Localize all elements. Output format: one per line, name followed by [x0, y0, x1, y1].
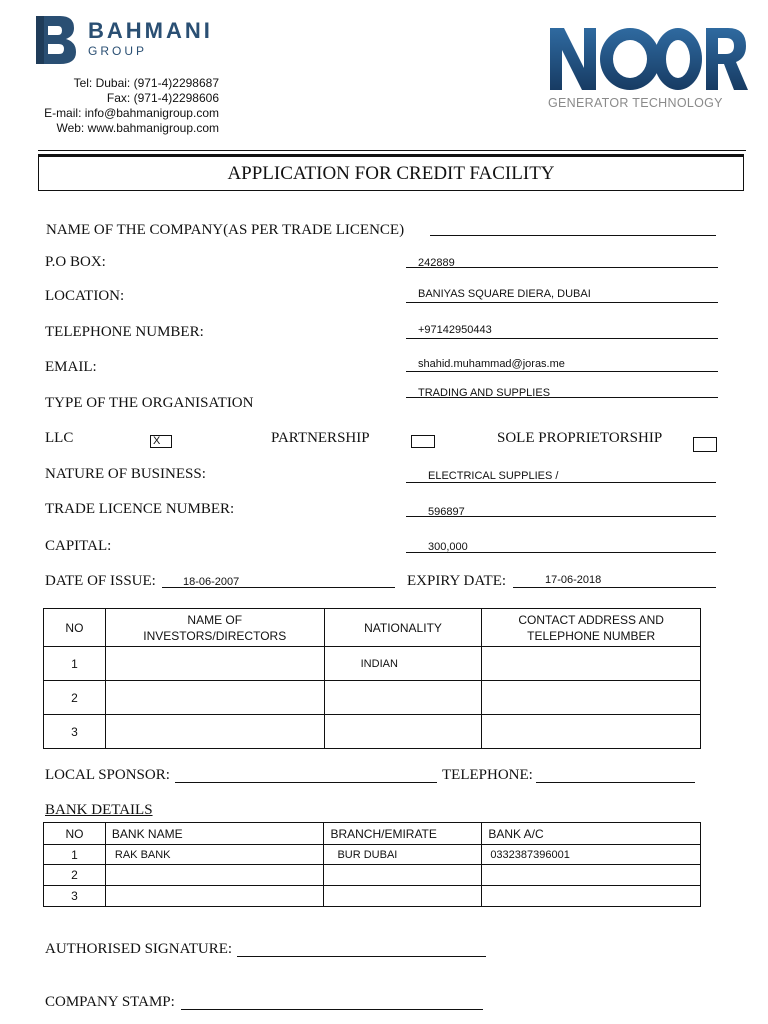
investors-header-no: NO	[44, 609, 106, 647]
expiry-line[interactable]	[513, 587, 716, 588]
investor-contact-cell[interactable]	[482, 647, 701, 681]
nature-label: NATURE OF BUSINESS:	[45, 466, 206, 482]
table-row	[44, 845, 701, 865]
sponsor-telephone-line[interactable]	[536, 782, 695, 783]
table-row	[44, 865, 701, 886]
licence-label: TRADE LICENCE NUMBER:	[45, 501, 235, 517]
location-label: LOCATION:	[45, 288, 125, 304]
location-value: BANIYAS SQUARE DIERA, DUBAI	[418, 288, 591, 300]
table-row	[44, 715, 701, 749]
investor-nationality-cell[interactable]	[324, 681, 482, 715]
bank-no: 2	[44, 865, 106, 886]
email-label: EMAIL:	[45, 359, 97, 375]
llc-label: LLC	[45, 430, 74, 446]
email-value: shahid.muhammad@joras.me	[418, 358, 565, 370]
licence-value: 596897	[428, 506, 465, 518]
sponsor-line[interactable]	[175, 782, 437, 783]
investor-name-cell[interactable]	[105, 715, 324, 749]
issue-label: DATE OF ISSUE:	[45, 573, 156, 589]
bank-name-cell[interactable]	[105, 865, 324, 886]
sole-checkbox[interactable]	[693, 437, 717, 452]
investor-contact-cell[interactable]	[482, 715, 701, 749]
noor-logo	[546, 24, 750, 94]
llc-checkbox[interactable]	[150, 435, 172, 448]
contact-block	[20, 76, 219, 136]
expiry-label: EXPIRY DATE:	[407, 573, 507, 589]
bank-branch-cell[interactable]	[324, 886, 482, 907]
title-box	[38, 154, 744, 191]
contact-email: E-mail: info@bahmanigroup.com	[44, 106, 219, 120]
investors-header-contact: CONTACT ADDRESS AND TELEPHONE NUMBER	[482, 609, 701, 647]
company-label: NAME OF THE COMPANY(AS PER TRADE LICENCE)	[46, 222, 405, 238]
bank-branch-cell[interactable]	[324, 865, 482, 886]
llc-mark: X	[153, 435, 161, 447]
company-line[interactable]	[430, 235, 716, 236]
nature-line[interactable]	[406, 482, 716, 483]
partnership-label: PARTNERSHIP	[271, 430, 370, 446]
investor-no: 1	[44, 647, 106, 681]
location-line[interactable]	[406, 302, 718, 303]
investor-nationality-cell[interactable]: INDIAN	[324, 647, 482, 681]
table-row	[44, 647, 701, 681]
org-type-value: TRADING AND SUPPLIES	[418, 387, 551, 399]
title-rule	[38, 150, 746, 151]
bank-header-branch: BRANCH/EMIRATE	[324, 823, 482, 845]
investors-table	[43, 608, 701, 749]
bahmani-logo	[30, 14, 80, 66]
signature-line[interactable]	[237, 956, 486, 957]
bank-name-cell[interactable]	[105, 886, 324, 907]
partnership-checkbox[interactable]	[411, 435, 435, 448]
pobox-label: P.O BOX:	[45, 254, 106, 270]
telephone-value: +97142950443	[418, 324, 492, 336]
bank-header-row	[44, 823, 701, 845]
investors-header-row	[44, 609, 701, 647]
sole-label: SOLE PROPRIETORSHIP	[497, 430, 663, 446]
bank-header-name: BANK NAME	[105, 823, 324, 845]
telephone-line[interactable]	[406, 338, 718, 339]
investor-no: 3	[44, 715, 106, 749]
bahmani-sub: GROUP	[88, 44, 148, 58]
contact-web: Web: www.bahmanigroup.com	[56, 121, 219, 135]
capital-label: CAPITAL:	[45, 538, 112, 554]
page-title: APPLICATION FOR CREDIT FACILITY	[227, 163, 555, 184]
investor-contact-cell[interactable]	[482, 681, 701, 715]
bank-account-cell[interactable]	[482, 886, 701, 907]
sponsor-label: LOCAL SPONSOR:	[45, 767, 170, 783]
table-row	[44, 886, 701, 907]
stamp-label: COMPANY STAMP:	[45, 994, 175, 1010]
bank-account-cell[interactable]: 0332387396001	[482, 845, 701, 865]
capital-value: 300,000	[428, 541, 468, 553]
bank-branch-cell[interactable]: BUR DUBAI	[324, 845, 482, 865]
noor-sub: GENERATOR TECHNOLOGY	[548, 96, 723, 110]
stamp-line[interactable]	[181, 1009, 483, 1010]
bank-header-account: BANK A/C	[482, 823, 701, 845]
org-type-label: TYPE OF THE ORGANISATION	[45, 395, 254, 411]
investors-header-name: NAME OF INVESTORS/DIRECTORS	[105, 609, 324, 647]
bahmani-name: BAHMANI	[88, 18, 213, 43]
investor-nationality-cell[interactable]	[324, 715, 482, 749]
expiry-value: 17-06-2018	[545, 574, 602, 586]
sponsor-telephone-label: TELEPHONE:	[442, 767, 533, 783]
bank-no: 1	[44, 845, 106, 865]
bank-table	[43, 822, 701, 907]
bank-no: 3	[44, 886, 106, 907]
nature-value: ELECTRICAL SUPPLIES /	[428, 470, 559, 482]
investor-no: 2	[44, 681, 106, 715]
telephone-label: TELEPHONE NUMBER:	[45, 324, 204, 340]
investor-name-cell[interactable]	[105, 681, 324, 715]
bank-name-cell[interactable]: RAK BANK	[105, 845, 324, 865]
pobox-value: 242889	[418, 257, 455, 269]
issue-value: 18-06-2007	[183, 576, 240, 588]
bank-heading: BANK DETAILS	[45, 802, 153, 818]
bank-header-no: NO	[44, 823, 106, 845]
signature-label: AUTHORISED SIGNATURE:	[45, 941, 233, 957]
contact-tel: Tel: Dubai: (971-4)2298687	[73, 76, 219, 90]
contact-fax: Fax: (971-4)2298606	[106, 91, 219, 105]
table-row	[44, 681, 701, 715]
investor-name-cell[interactable]	[105, 647, 324, 681]
bank-account-cell[interactable]	[482, 865, 701, 886]
investors-header-nationality: NATIONALITY	[324, 609, 482, 647]
email-line[interactable]	[406, 371, 718, 372]
